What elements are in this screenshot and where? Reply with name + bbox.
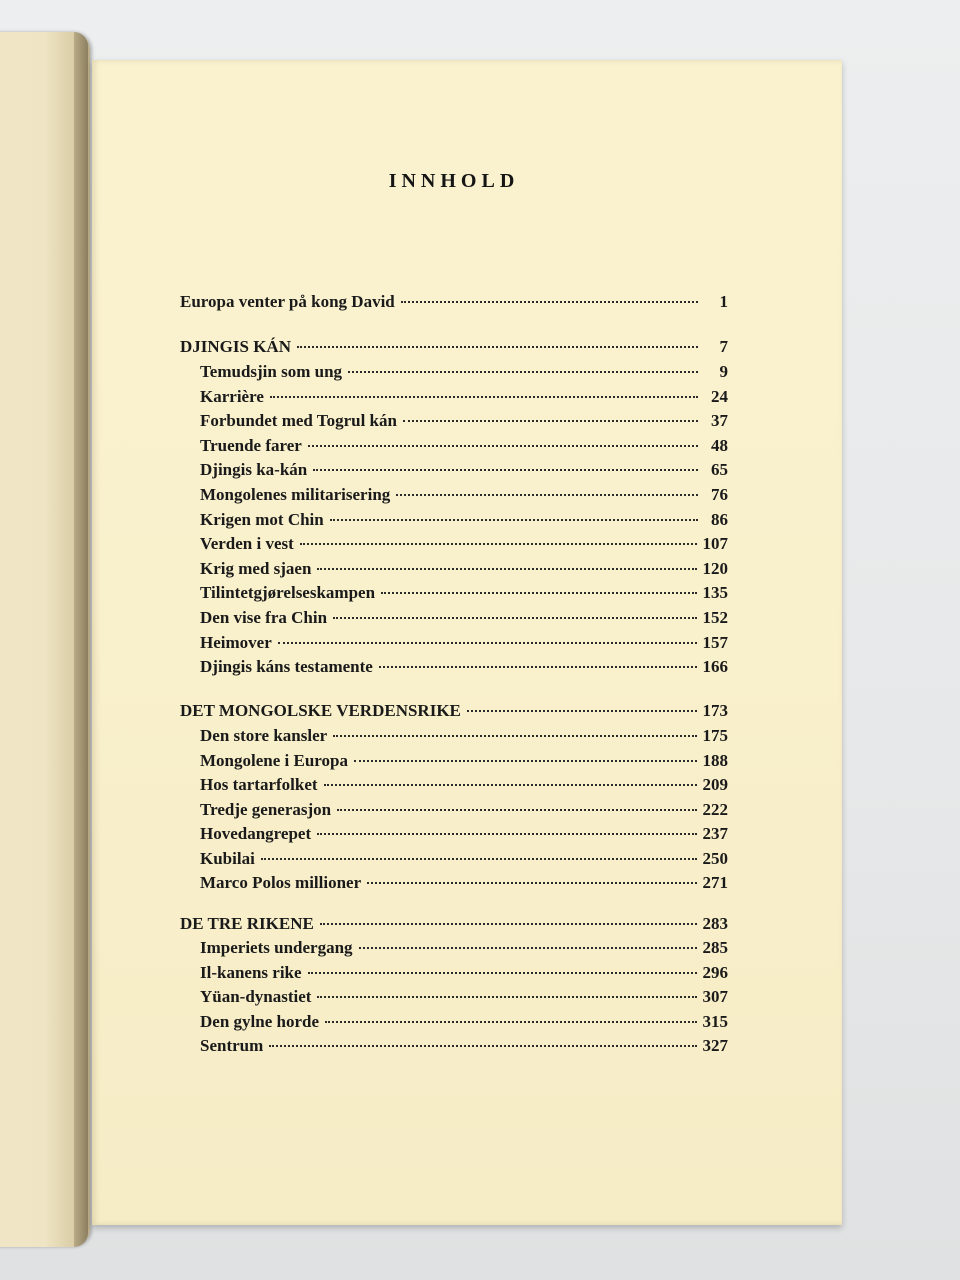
toc-entry-page: 135 (702, 583, 728, 603)
toc-entry (180, 362, 728, 384)
toc-leader-dots (313, 469, 698, 471)
toc-leader-dots (381, 592, 696, 594)
toc-entry-page: 222 (702, 799, 728, 819)
toc-leader-dots (467, 710, 697, 712)
toc-entry-page: 76 (711, 485, 728, 504)
toc-leader-dots (278, 642, 697, 644)
toc-entry (180, 938, 728, 960)
toc-entry-label: Imperiets undergang (200, 938, 353, 957)
toc-entry-page: 250 (702, 848, 728, 868)
toc-entry-page: 188 (702, 750, 728, 770)
toc-entry-label: Djingis ka-kán (200, 460, 308, 480)
toc-entry-label: DJINGIS KÁN (180, 337, 291, 356)
toc-entry-page: 237 (702, 824, 728, 843)
toc-leader-dots (333, 735, 696, 737)
toc-entry-label: Forbundet med Togrul kán (200, 411, 397, 431)
toc-entry-label: Marco Polos millioner (200, 873, 362, 892)
toc-leader-dots (324, 784, 697, 786)
toc-entry-label: Tredje generasjon (200, 799, 332, 819)
toc-entry-page: 175 (702, 726, 728, 745)
toc-entry (180, 460, 728, 482)
toc-leader-dots (300, 543, 697, 545)
toc-entry-label: Djingis káns testamente (200, 657, 373, 677)
toc-section-heading (180, 701, 728, 723)
toc-leader-dots (403, 420, 698, 422)
toc-entry-page: 296 (702, 962, 728, 982)
toc-entry (180, 411, 728, 433)
toc-entry-page: 7 (719, 337, 728, 356)
toc-leader-dots (261, 858, 697, 860)
toc-entry-label: Den vise fra Chin (200, 608, 328, 627)
toc-entry-page: 283 (702, 914, 728, 933)
toc-entry-label: Verden i vest (200, 534, 294, 554)
toc-entry-page: 166 (702, 657, 728, 677)
toc-entry (180, 751, 728, 773)
toc-section-heading (180, 914, 728, 936)
toc-entry-label: Krigen mot Chin (200, 509, 324, 529)
toc-entry (180, 963, 728, 985)
toc-entry-page: 1 (719, 292, 728, 311)
toc-entry-page: 48 (711, 435, 728, 455)
toc-entry-label: Truende farer (200, 435, 302, 455)
toc-leader-dots (297, 346, 698, 348)
toc-entry-label: Il-kanens rike (200, 962, 302, 982)
toc-entry-page: 285 (702, 938, 728, 957)
toc-entry-label: Heimover (200, 632, 272, 652)
toc-entry (180, 824, 728, 846)
toc-entry (180, 849, 728, 871)
book-page (92, 60, 842, 1225)
toc-leader-dots (401, 301, 698, 303)
toc-entry (180, 510, 728, 532)
left-page-edge (0, 32, 90, 1247)
toc-entry-label: Hos tartarfolket (200, 775, 318, 794)
toc-entry (180, 583, 728, 605)
toc-entry-label: Krig med sjaen (200, 558, 312, 578)
toc-leader-dots (348, 371, 698, 373)
toc-entry-label: Hovedangrepet (200, 824, 312, 843)
toc-entry (180, 436, 728, 458)
toc-entry (180, 873, 728, 895)
page-title: INNHOLD (388, 170, 520, 192)
toc-entry-label: Europa venter på kong David (180, 292, 395, 311)
toc-section-heading (180, 337, 728, 359)
toc-entry (180, 485, 728, 507)
toc-entry-page: 37 (711, 411, 728, 431)
toc-entry (180, 1036, 728, 1058)
toc-leader-dots (396, 494, 698, 496)
toc-leader-dots (354, 760, 697, 762)
toc-entry (180, 775, 728, 797)
toc-entry-page: 152 (702, 608, 728, 627)
toc-entry-page: 9 (719, 362, 728, 381)
toc-entry-label: DET MONGOLSKE VERDENSRIKE (180, 701, 461, 720)
toc-leader-dots (308, 972, 697, 974)
toc-leader-dots (317, 833, 696, 835)
book-cover-edge (74, 32, 88, 1247)
toc-entry-label: Yüan-dynastiet (200, 987, 312, 1006)
toc-leader-dots (308, 445, 698, 447)
toc-entry-page: 209 (702, 775, 728, 794)
toc-entry-page: 65 (711, 460, 728, 480)
toc-entry-label: Mongolene i Europa (200, 750, 348, 770)
toc-entry (180, 987, 728, 1009)
toc-entry (180, 608, 728, 630)
toc-entry (180, 800, 728, 822)
toc-entry (180, 1012, 728, 1034)
toc-entry-page: 173 (702, 701, 728, 720)
toc-entry (180, 657, 728, 679)
toc-entry-label: Tilintetgjørelseskampen (200, 583, 376, 603)
toc-entry (180, 726, 728, 748)
toc-entry-page: 315 (702, 1011, 728, 1031)
toc-entry-page: 107 (702, 534, 728, 554)
toc-leader-dots (333, 617, 696, 619)
toc-entry-label: Mongolenes militarisering (200, 485, 391, 504)
toc-entry-page: 157 (702, 632, 728, 652)
toc-entry-label: Den store kansler (200, 726, 328, 745)
toc-leader-dots (379, 666, 697, 668)
toc-leader-dots (330, 519, 698, 521)
toc-entry-page: 24 (711, 386, 728, 406)
toc-entry-page: 86 (711, 509, 728, 529)
toc-entry (180, 559, 728, 581)
toc-entry-label: Sentrum (200, 1036, 264, 1055)
toc-entry (180, 534, 728, 556)
toc-entry-label: Karrière (200, 386, 264, 406)
toc-leader-dots (270, 396, 698, 398)
toc-entry (180, 633, 728, 655)
toc-leader-dots (337, 809, 696, 811)
toc-leader-dots (317, 996, 696, 998)
toc-entry-page: 120 (702, 558, 728, 578)
toc-entry-page: 307 (702, 987, 728, 1006)
toc-entry (180, 387, 728, 409)
toc-leader-dots (367, 882, 696, 884)
toc-entry-label: Den gylne horde (200, 1011, 319, 1031)
toc-leader-dots (359, 947, 697, 949)
toc-leader-dots (317, 568, 696, 570)
toc-leader-dots (325, 1021, 697, 1023)
toc-entry (180, 292, 728, 314)
toc-entry-label: DE TRE RIKENE (180, 914, 314, 933)
toc-entry-label: Kubilai (200, 848, 255, 868)
toc-entry-page: 271 (702, 873, 728, 892)
toc-leader-dots (269, 1045, 696, 1047)
toc-entry-label: Temudsjin som ung (200, 362, 343, 381)
toc-entry-page: 327 (702, 1036, 728, 1055)
toc-leader-dots (320, 923, 697, 925)
